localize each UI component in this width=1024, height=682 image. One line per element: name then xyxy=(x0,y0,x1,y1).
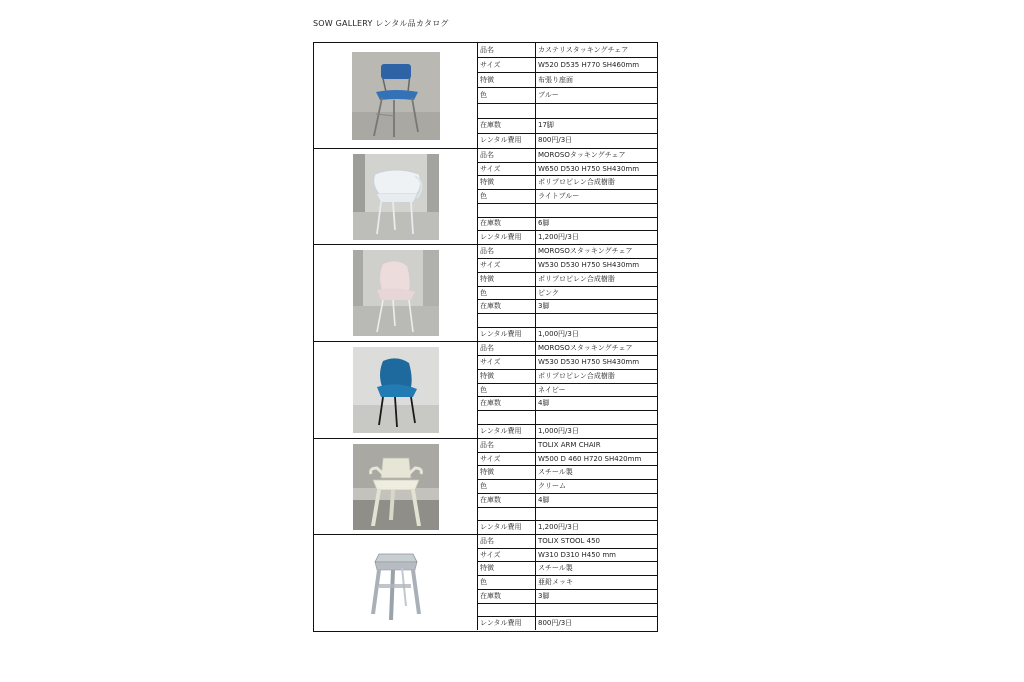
spec-label: 品名 xyxy=(478,439,536,452)
spec-label: サイズ xyxy=(478,453,536,466)
spec-value: ポリプロピレン合成樹脂 xyxy=(538,371,615,380)
spec-row xyxy=(478,342,657,356)
spec-label: 品名 xyxy=(478,149,536,162)
spec-row xyxy=(478,163,657,177)
spec-row xyxy=(478,88,657,103)
spec-value: 布張り座面 xyxy=(538,75,573,84)
spec-label: 色 xyxy=(478,287,536,300)
spec-row xyxy=(478,356,657,370)
spec-value: TOLIX STOOL 450 xyxy=(538,536,600,545)
galvanized-tolix-stool-icon xyxy=(353,540,439,626)
spec-row xyxy=(478,480,657,494)
spec-label: 在庫数 xyxy=(478,494,536,507)
spec-value: W530 D530 H750 SH430mm xyxy=(538,260,640,269)
spec-value: W530 D530 H750 SH430mm xyxy=(538,357,640,366)
spec-label xyxy=(478,204,536,217)
spec-label: 品名 xyxy=(478,245,536,258)
spec-value: W310 D310 H450 mm xyxy=(538,550,616,559)
spec-row xyxy=(478,384,657,398)
catalog-item xyxy=(314,245,657,342)
spec-value: 17脚 xyxy=(538,121,554,130)
spec-label: 色 xyxy=(478,88,536,102)
spec-row xyxy=(478,231,657,244)
spec-value xyxy=(536,508,657,521)
spec-label: 色 xyxy=(478,480,536,493)
spec-row xyxy=(478,134,657,148)
catalog-item xyxy=(314,342,657,439)
spec-row xyxy=(478,190,657,204)
spec-row xyxy=(478,314,657,328)
spec-value: 4脚 xyxy=(538,495,550,504)
spec-value: ライトブルー xyxy=(538,192,580,201)
spec-row xyxy=(478,370,657,384)
spec-value: 1,200円/3日 xyxy=(538,523,579,532)
spec-label: 特徴 xyxy=(478,73,536,87)
spec-label: 特徴 xyxy=(478,176,536,189)
spec-label: 品名 xyxy=(478,342,536,355)
spec-value: ポリプロピレン合成樹脂 xyxy=(538,274,615,283)
spec-row xyxy=(478,73,657,88)
spec-row xyxy=(478,104,657,119)
spec-label: 在庫数 xyxy=(478,300,536,313)
spec-row xyxy=(478,604,657,618)
spec-label: 特徴 xyxy=(478,562,536,575)
catalog-item xyxy=(314,149,657,245)
spec-value: 1,000円/3日 xyxy=(538,427,579,436)
spec-label: 在庫数 xyxy=(478,218,536,231)
spec-label: 特徴 xyxy=(478,273,536,286)
chair-photo xyxy=(314,439,478,534)
spec-value: ポリプロピレン合成樹脂 xyxy=(538,178,615,187)
spec-row xyxy=(478,453,657,467)
spec-label: 色 xyxy=(478,190,536,203)
spec-row xyxy=(478,287,657,301)
spec-row xyxy=(478,300,657,314)
spec-label: 品名 xyxy=(478,535,536,548)
chair-photo xyxy=(314,245,478,341)
spec-value: 3脚 xyxy=(538,591,550,600)
spec-row xyxy=(478,58,657,73)
spec-row xyxy=(478,535,657,549)
spec-row xyxy=(478,425,657,438)
spec-table xyxy=(478,245,657,341)
chair-photo xyxy=(314,149,478,244)
spec-label: 品名 xyxy=(478,43,536,57)
spec-value: スチール製 xyxy=(538,564,573,573)
spec-label: サイズ xyxy=(478,356,536,369)
spec-row xyxy=(478,439,657,453)
catalog-title: SOW GALLERY レンタル品カタログ xyxy=(313,19,449,28)
blue-fabric-stacking-chair-icon xyxy=(352,52,440,140)
spec-value: 1,000円/3日 xyxy=(538,330,579,339)
pink-shell-chair-icon xyxy=(353,250,439,336)
spec-value: TOLIX ARM CHAIR xyxy=(538,440,601,449)
navy-shell-chair-icon xyxy=(353,347,439,433)
spec-value xyxy=(536,204,657,217)
spec-label xyxy=(478,411,536,424)
spec-row xyxy=(478,259,657,273)
spec-label: 特徴 xyxy=(478,466,536,479)
spec-value: 3脚 xyxy=(538,302,550,311)
cream-tolix-arm-chair-icon xyxy=(353,444,439,530)
spec-label xyxy=(478,104,536,118)
spec-table xyxy=(478,535,657,630)
catalog-item xyxy=(314,535,657,630)
spec-row xyxy=(478,508,657,522)
catalog-table xyxy=(313,42,658,632)
spec-label: 在庫数 xyxy=(478,590,536,603)
spec-label: 色 xyxy=(478,576,536,589)
spec-label: レンタル費用 xyxy=(478,231,536,244)
spec-label: レンタル費用 xyxy=(478,617,536,630)
spec-row xyxy=(478,549,657,563)
spec-row xyxy=(478,119,657,134)
spec-row xyxy=(478,218,657,232)
catalog-item xyxy=(314,43,657,149)
spec-row xyxy=(478,273,657,287)
spec-label: レンタル費用 xyxy=(478,425,536,438)
light-blue-armchair-icon xyxy=(353,154,439,240)
spec-row xyxy=(478,590,657,604)
spec-row xyxy=(478,411,657,425)
chair-photo xyxy=(314,535,478,630)
spec-label: サイズ xyxy=(478,163,536,176)
spec-value: スチール製 xyxy=(538,468,573,477)
chair-photo xyxy=(314,342,478,438)
spec-value xyxy=(536,604,657,617)
spec-label xyxy=(478,508,536,521)
catalog-item xyxy=(314,439,657,535)
spec-row xyxy=(478,245,657,259)
spec-label: レンタル費用 xyxy=(478,521,536,534)
spec-label xyxy=(478,314,536,327)
spec-value: MOROSOスタッキングチェア xyxy=(538,343,633,352)
spec-label: 在庫数 xyxy=(478,119,536,133)
spec-value: ブルー xyxy=(538,90,559,99)
spec-table xyxy=(478,149,657,244)
spec-row xyxy=(478,521,657,534)
spec-row xyxy=(478,617,657,630)
spec-row xyxy=(478,328,657,341)
spec-row xyxy=(478,149,657,163)
spec-row xyxy=(478,397,657,411)
spec-value: ネイビー xyxy=(538,385,566,394)
spec-label: 色 xyxy=(478,384,536,397)
spec-label: 特徴 xyxy=(478,370,536,383)
spec-value: 800円/3日 xyxy=(538,619,573,628)
spec-value: カステリスタッキングチェア xyxy=(538,45,629,54)
spec-row xyxy=(478,494,657,508)
spec-row xyxy=(478,466,657,480)
spec-value: MOROSOタッキングチェア xyxy=(538,150,626,159)
spec-value xyxy=(536,314,657,327)
spec-label: 在庫数 xyxy=(478,397,536,410)
chair-photo xyxy=(314,43,478,148)
spec-label xyxy=(478,604,536,617)
spec-label: サイズ xyxy=(478,549,536,562)
spec-table xyxy=(478,342,657,438)
spec-label: レンタル費用 xyxy=(478,134,536,148)
spec-label: レンタル費用 xyxy=(478,328,536,341)
spec-value: W650 D530 H750 SH430mm xyxy=(538,164,640,173)
spec-value: ピンク xyxy=(538,288,559,297)
spec-value: W520 D535 H770 SH460mm xyxy=(538,60,640,69)
spec-row xyxy=(478,204,657,218)
spec-row xyxy=(478,43,657,58)
spec-value: 1,200円/3日 xyxy=(538,233,579,242)
spec-value: 800円/3日 xyxy=(538,136,573,145)
spec-table xyxy=(478,43,657,148)
spec-label: サイズ xyxy=(478,58,536,72)
spec-value: クリーム xyxy=(538,482,566,491)
spec-value xyxy=(536,104,657,118)
spec-value: 亜鉛メッキ xyxy=(538,578,573,587)
spec-table xyxy=(478,439,657,534)
spec-label: サイズ xyxy=(478,259,536,272)
spec-value xyxy=(536,411,657,424)
spec-value: 6脚 xyxy=(538,219,550,228)
spec-value: MOROSOスタッキングチェア xyxy=(538,246,633,255)
spec-value: 4脚 xyxy=(538,399,550,408)
spec-value: W500 D 460 H720 SH420mm xyxy=(538,454,642,463)
spec-row xyxy=(478,576,657,590)
spec-row xyxy=(478,562,657,576)
spec-row xyxy=(478,176,657,190)
